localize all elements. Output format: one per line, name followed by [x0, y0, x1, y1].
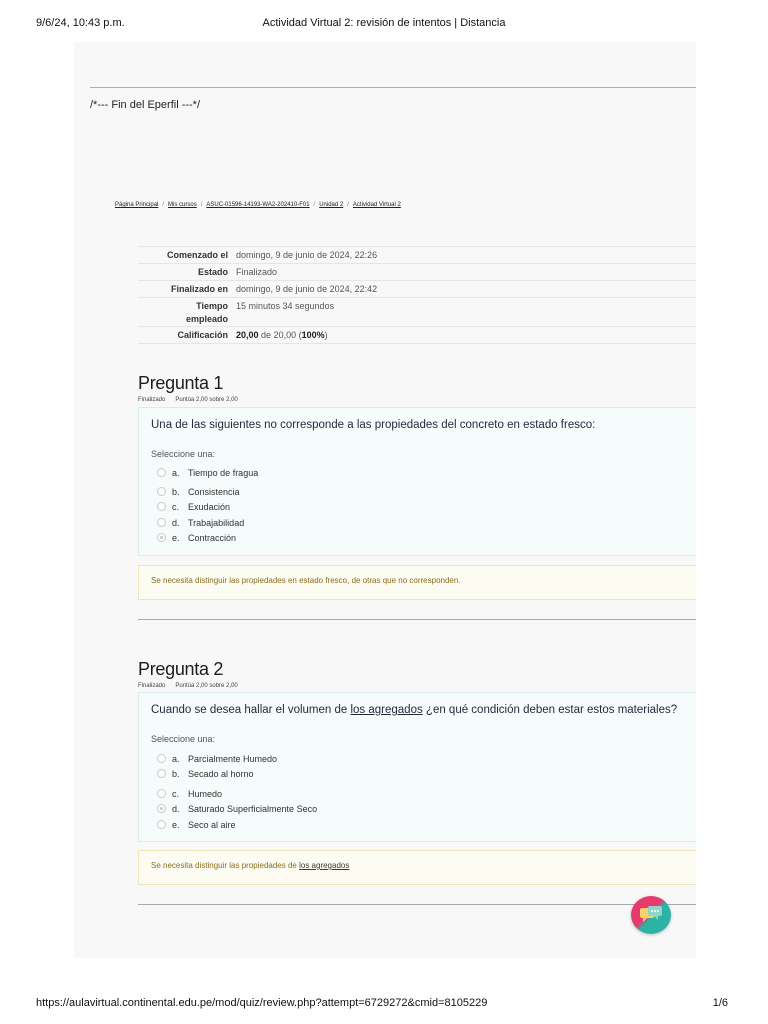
chat-button[interactable] [631, 896, 671, 934]
attempt-summary-table [138, 246, 696, 344]
question-2-option-a[interactable] [157, 753, 277, 765]
option-letter: c. [172, 789, 180, 799]
started-value: domingo, 9 de junio de 2024, 22:26 [236, 250, 378, 260]
summary-row-finished [138, 280, 696, 297]
question-2-option-e[interactable] [157, 819, 236, 831]
question-2-feedback-text [151, 861, 349, 870]
option-label: Parcialmente Humedo [188, 754, 278, 764]
question-2-feedback-link[interactable]: los agregados [299, 861, 350, 870]
radio-button-icon[interactable] [157, 518, 166, 527]
question-1-box [138, 407, 696, 556]
option-label: Contracción [188, 533, 237, 543]
radio-button-icon[interactable] [157, 533, 166, 542]
option-letter: b. [172, 487, 180, 497]
question-2-text-before: Cuando se desea hallar el volumen de [151, 704, 351, 716]
question-1-text [151, 419, 595, 431]
time-label-line2: empleado [185, 314, 228, 324]
option-label: Exudación [188, 502, 231, 512]
option-label: Trabajabilidad [188, 518, 245, 528]
breadcrumb-home[interactable]: Página Principal [115, 202, 159, 208]
option-label: Consistencia [188, 487, 240, 497]
print-date: 9/6/24, 10:43 p.m. [36, 17, 125, 29]
question-2-option-d[interactable] [157, 803, 317, 815]
question-1-option-b[interactable] [157, 486, 240, 498]
print-header [36, 17, 732, 31]
option-label: Saturado Superficialmente Seco [188, 804, 318, 814]
question-1-title: Pregunta 1 [138, 373, 224, 393]
question-2-title: Pregunta 2 [138, 659, 224, 679]
question-1-meta [138, 397, 238, 403]
time-value: 15 minutos 34 segundos [236, 301, 335, 311]
option-label: Tiempo de fragua [188, 468, 259, 478]
question-2-text-link[interactable]: los agregados [350, 704, 423, 716]
question-1-prompt: Seleccione una: [151, 449, 216, 459]
summary-row-state [138, 263, 696, 280]
breadcrumb-course[interactable]: ASUC-01596-14193-WA2-202410-F01 [206, 202, 310, 208]
question-divider [138, 619, 696, 620]
print-title: Actividad Virtual 2: revisión de intentos | Distancia [262, 17, 506, 29]
breadcrumb-activity[interactable]: Actividad Virtual 2 [352, 202, 401, 208]
question-2-feedback [138, 850, 696, 885]
summary-row-time [138, 297, 696, 326]
breadcrumb-separator: / [200, 202, 203, 208]
option-letter: e. [172, 820, 180, 830]
breadcrumb-separator: / [347, 202, 349, 208]
breadcrumb-separator: / [313, 202, 316, 208]
breadcrumb-separator: / [162, 202, 165, 208]
option-label: Secado al horno [188, 769, 254, 779]
question-2-text-after: ¿en qué condición deben estar estos materiales? [422, 704, 678, 716]
question-2-mark: Puntúa 2,00 sobre 2,00 [175, 683, 238, 689]
grade-label: Calificación [177, 330, 228, 340]
option-letter: c. [172, 502, 180, 512]
breadcrumb [115, 202, 401, 208]
summary-row-grade [138, 326, 696, 344]
grade-close: ) [324, 330, 328, 340]
radio-button-icon[interactable] [157, 789, 166, 798]
radio-button-icon[interactable] [157, 754, 166, 763]
question-1-option-a[interactable] [157, 467, 258, 479]
top-divider [90, 87, 696, 88]
summary-row-started [138, 246, 696, 263]
page-content [74, 42, 696, 958]
option-letter: d. [172, 804, 180, 814]
radio-button-icon[interactable] [157, 769, 166, 778]
state-label: Estado [197, 267, 228, 277]
started-label: Comenzado el [166, 250, 228, 260]
state-value: Finalizado [236, 267, 278, 277]
question-2-prompt: Seleccione una: [151, 734, 216, 744]
grade-total: de 20,00 ( [261, 330, 302, 340]
option-letter: a. [172, 754, 180, 764]
question-1-option-c[interactable] [157, 501, 230, 513]
option-label: Humedo [188, 789, 223, 799]
question-2-box [138, 692, 696, 842]
option-letter: e. [172, 533, 180, 543]
time-label-line1: Tiempo [196, 301, 228, 311]
question-2-meta [138, 683, 238, 689]
finished-label: Finalizado en [170, 284, 228, 294]
breadcrumb-unit[interactable]: Unidad 2 [319, 202, 344, 208]
question-divider [138, 904, 696, 905]
question-2-feedback-main: Se necesita distinguir las propiedades de [151, 861, 300, 870]
question-2-text [151, 704, 677, 716]
question-2-option-b[interactable] [157, 768, 254, 780]
radio-button-icon[interactable] [157, 804, 166, 813]
finished-value: domingo, 9 de junio de 2024, 22:42 [236, 284, 378, 294]
print-page-number: 1/6 [712, 997, 728, 1009]
question-1-status: Finalizado [138, 397, 166, 403]
print-footer [36, 997, 732, 1011]
question-1-option-e[interactable] [157, 532, 236, 544]
grade-score: 20,00 [236, 330, 259, 340]
option-letter: d. [172, 518, 180, 528]
question-2-option-c[interactable] [157, 788, 222, 800]
question-1-feedback [138, 565, 696, 600]
question-1-option-d[interactable] [157, 517, 244, 529]
question-2-status: Finalizado [138, 683, 166, 689]
radio-button-icon[interactable] [157, 502, 166, 511]
grade-percent: 100% [301, 330, 325, 340]
print-url: https://aulavirtual.continental.edu.pe/mod/quiz/review.php?attempt=6729272&cmid=8105229 [36, 997, 488, 1009]
radio-button-icon[interactable] [157, 820, 166, 829]
css-comment-text: /*--- Fin del Eperfil ---*/ [90, 99, 201, 111]
option-letter: a. [172, 468, 180, 478]
radio-button-icon[interactable] [157, 487, 166, 496]
time-label [138, 300, 236, 326]
question-1-text-main: Una de las siguientes no corresponde a las propiedades del concreto en estado fresco: [151, 419, 596, 431]
question-1-feedback-text: Se necesita distinguir las propiedades en estado fresco, de otras que no corresponden. [151, 576, 461, 585]
option-letter: b. [172, 769, 180, 779]
radio-button-icon[interactable] [157, 468, 166, 477]
question-1-mark: Puntúa 2,00 sobre 2,00 [175, 397, 238, 403]
grade-value [236, 329, 696, 342]
option-label: Seco al aire [188, 820, 236, 830]
breadcrumb-my-courses[interactable]: Mis cursos [168, 202, 197, 208]
chat-bubble-icon [639, 905, 663, 925]
